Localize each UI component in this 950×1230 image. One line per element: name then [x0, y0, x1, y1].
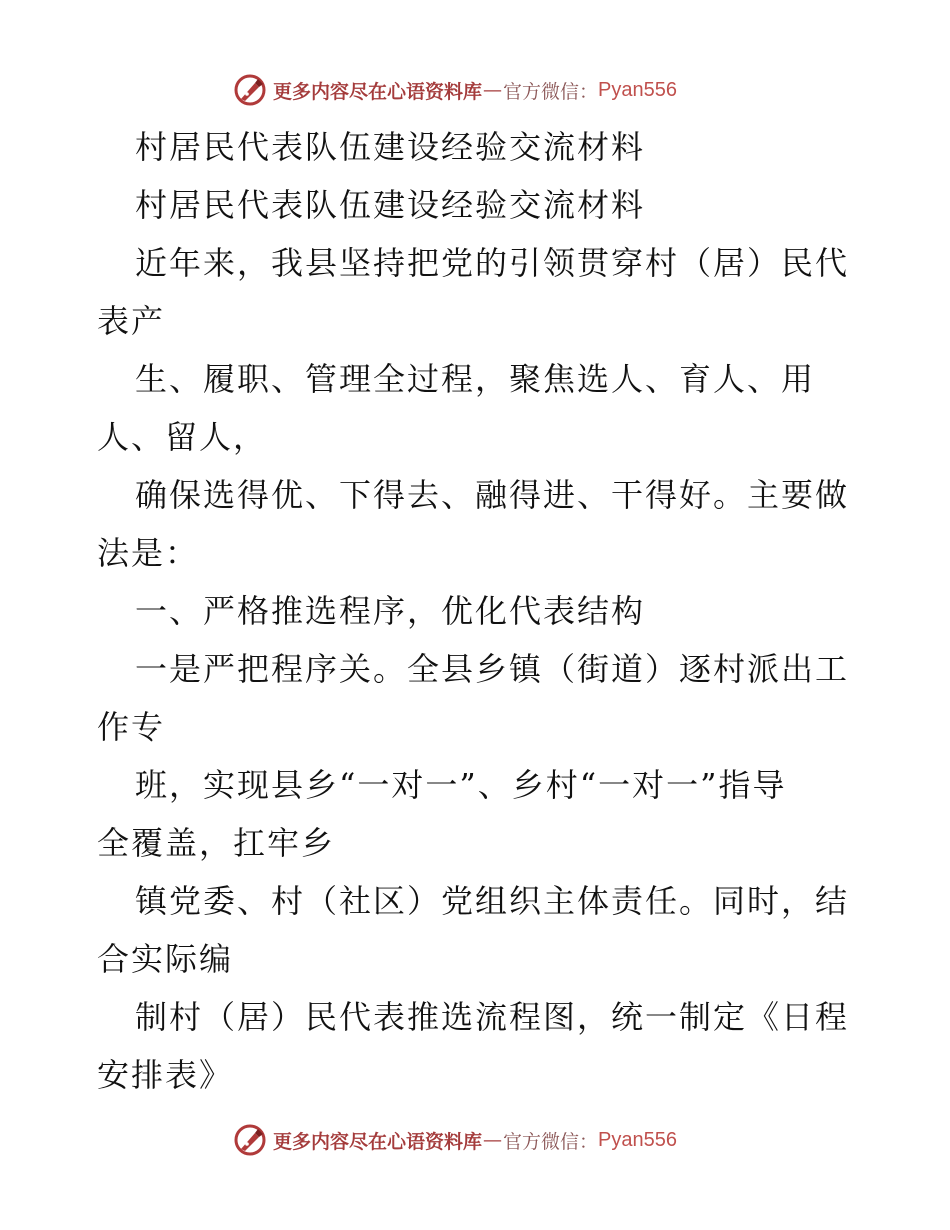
watermark-dash: — — [483, 79, 503, 101]
watermark-wechat-label: 官方微信： — [503, 80, 599, 103]
watermark-site-text: 更多内容尽在心语资料库 — [273, 1130, 483, 1153]
text-line: 镇党委、村（社区）党组织主体责任。同时，结 — [135, 882, 850, 920]
text-line: 近年来，我县坚持把党的引领贯穿村（居）民代 — [135, 244, 850, 282]
pen-logo-icon — [233, 73, 267, 107]
text-line: 确保选得优、下得去、融得进、干得好。主要做 — [135, 476, 850, 514]
text-line: 表产 — [97, 302, 166, 340]
text-line: 安排表》 — [97, 1056, 234, 1094]
text-line: 法是： — [97, 534, 200, 572]
document-body — [97, 118, 857, 1104]
watermark-wechat-id: Pyan556 — [598, 78, 677, 101]
footer-watermark — [233, 1122, 677, 1158]
header-watermark — [233, 72, 677, 108]
document-title: 村居民代表队伍建设经验交流材料 — [135, 128, 646, 166]
text-line: 生、履职、管理全过程，聚焦选人、育人、用 — [135, 360, 816, 398]
document-subtitle: 村居民代表队伍建设经验交流材料 — [135, 186, 646, 224]
text-line: 合实际编 — [97, 940, 234, 978]
pen-logo-icon — [233, 1123, 267, 1157]
text-line: 制村（居）民代表推选流程图，统一制定《日程 — [135, 998, 850, 1036]
text-line: 全覆盖，扛牢乡 — [97, 824, 336, 862]
watermark-wechat-id: Pyan556 — [598, 1128, 677, 1151]
watermark-wechat-label: 官方微信： — [503, 1130, 599, 1153]
text-line: 班，实现县乡“一对一”、乡村“一对一”指导 — [135, 766, 787, 804]
text-line: 人、留人， — [97, 418, 268, 456]
watermark-site-text: 更多内容尽在心语资料库 — [273, 80, 483, 103]
text-line: 一是严把程序关。全县乡镇（街道）逐村派出工 — [135, 650, 850, 688]
text-line: 作专 — [97, 708, 166, 746]
section-heading: 一、严格推选程序，优化代表结构 — [135, 592, 646, 630]
watermark-dash: — — [483, 1129, 503, 1151]
